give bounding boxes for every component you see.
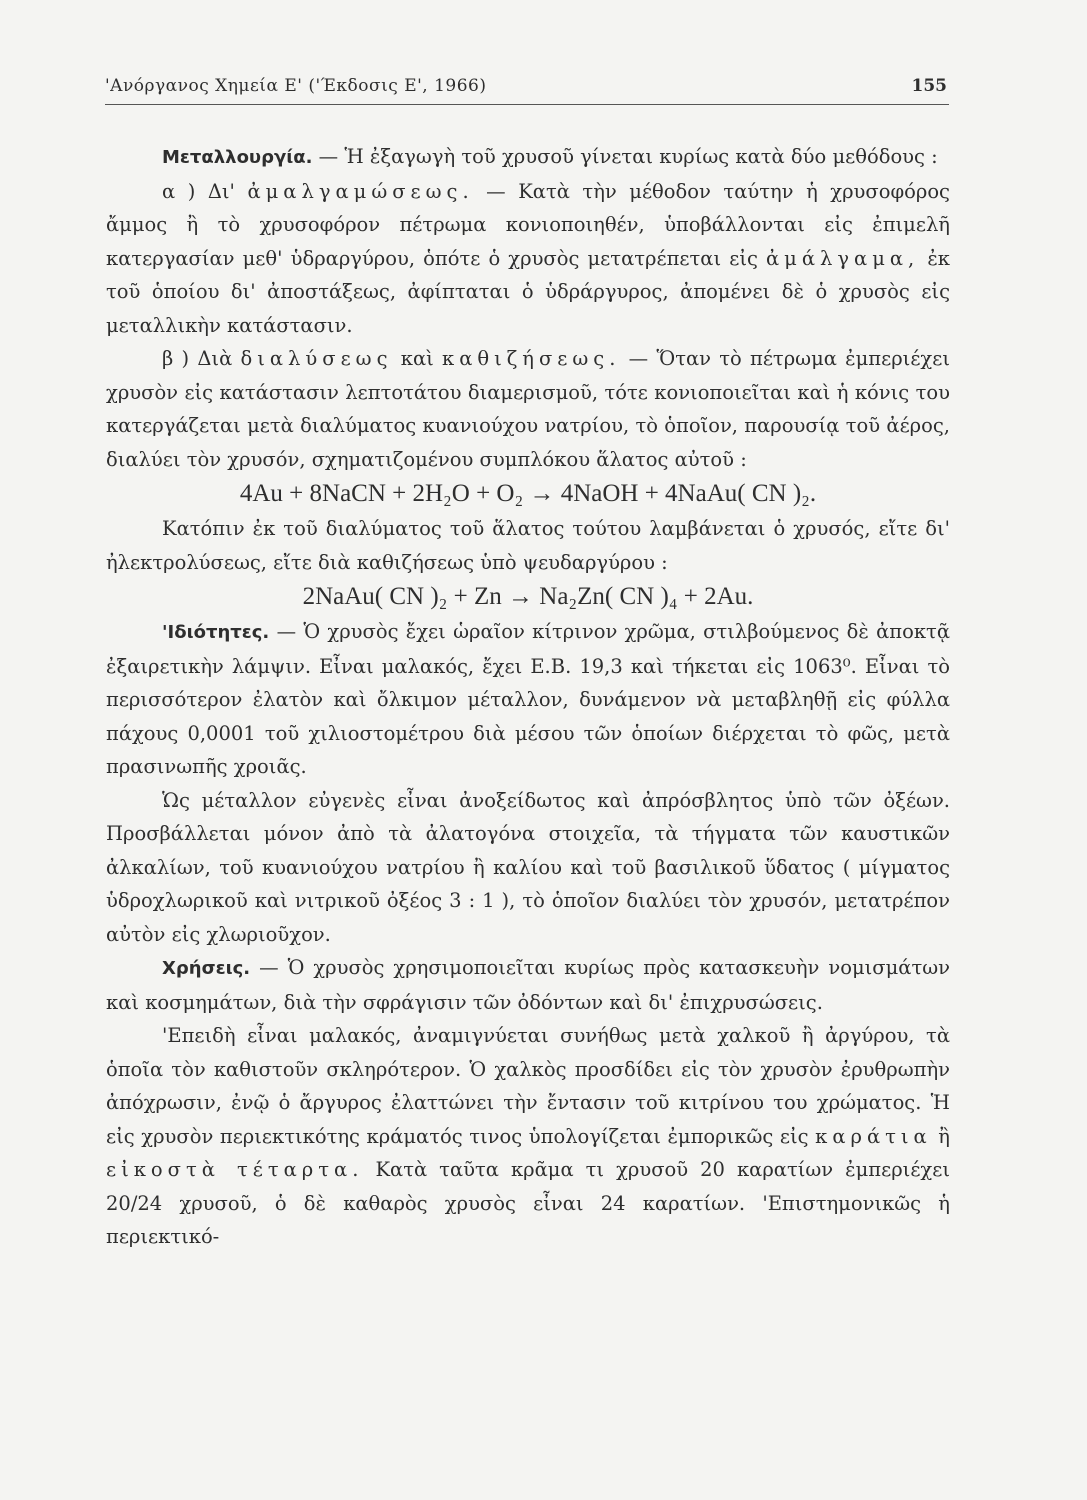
uses-term-24ths: εἰκοστὰ τέταρτα. (106, 1158, 364, 1181)
uses-text-2b: Κατὰ ταῦτα κρᾶμα τι χρυσοῦ 20 καρατίων ἐμπεριέχει 20/24 χρυσοῦ, ὁ δὲ καθαρὸς χρυσὸς εἶναι 24 καρατίων. 'Επιστημονικῶς ἡ περιεκτικό- (106, 1158, 950, 1248)
method-b-paragraph (106, 342, 950, 476)
page-number: 155 (911, 76, 947, 96)
equation-cyanide: 4Au + 8NaCN + 2H₂O + O₂ → 4NaOH + 4NaAu( CN )₂. (239, 480, 817, 507)
uses-text-2a: 'Επειδὴ εἶναι μαλακός, ἀναμιγνύεται συνήθως μετὰ χαλκοῦ ἢ ἀργύρου, τὰ ὁποῖα τὸν καθιστοῦν σκληρότερον. Ὁ χαλκὸς προσδίδει εἰς τὸν χρυσὸν ἐρυθρωπὴν ἀπόχρωσιν, ἐνῷ ὁ ἄργυρος ἐλαττώνει τὴν ἔντασιν τοῦ κιτρίνου του χρώματος. Ἡ εἰς χρυσὸν περιεκτικότης κράματός τινος ὑπολογίζεται ἐμπορικῶς εἰς (106, 1024, 950, 1148)
header-rule (105, 104, 949, 105)
method-b-label: β ) Διὰ (162, 347, 233, 370)
uses-heading: Χρήσεις. (162, 958, 251, 979)
uses-or: ἢ (931, 1124, 950, 1148)
uses-term-carats: καράτια (815, 1124, 932, 1148)
uses-paragraph (106, 951, 950, 1019)
method-a-text: — Κατὰ τὴν μέθοδον ταύτην ἡ χρυσοφόρος ἄμμος ἢ τὸ χρυσοφόρον πέτρωμα κονιοποιηθέν, ὑποβάλλονται εἰς ἐπιμελῆ κατεργασίαν μεθ' ὑδραργύρου, ὁπότε ὁ χρυσὸς μετατρέπεται εἰς (106, 179, 950, 270)
uses-paragraph-2 (106, 1019, 950, 1254)
method-a-paragraph (106, 175, 950, 343)
metallurgy-heading: Μεταλλουργία. (162, 147, 313, 168)
method-a-term2: ἀμάλγαμα, (766, 246, 920, 270)
properties-heading: 'Ιδιότητες. (162, 622, 270, 643)
properties-paragraph-2: Ὡς μέταλλον εὐγενὲς εἶναι ἀνοξείδωτος καὶ ἀπρόσβλητος ὑπὸ τῶν ὀξέων. Προσβάλλεται μόνον ἀπὸ τὰ ἀλατογόνα στοιχεῖα, τὰ τήγματα τῶν καυστικῶν ἀλκαλίων, τοῦ κυανιούχου νατρίου ἢ καλίου καὶ τοῦ βασιλικοῦ ὕδατος ( μίγματος ὑδροχλωρικοῦ καὶ νιτρικοῦ ὀξέος 3 : 1 ), τὸ ὁποῖον διαλύει τὸν χρυσόν, μετατρέπον αὐτὸν εἰς χλωριοῦχον. (106, 788, 950, 946)
book-title: 'Ανόργανος Χημεία Ε' ('Έκδοσις Ε', 1966) (105, 76, 487, 96)
properties-text: — Ὁ χρυσὸς ἔχει ὡραῖον κίτρινον χρῶμα, στιλβούμενος δὲ ἀποκτᾷ ἐξαιρετικὴν λάμψιν. Εἶναι μαλακός, ἔχει Ε.Β. 19,3 καὶ τήκεται εἰς 1063⁰. Εἶναι τὸ περισσότερον ἐλατὸν καὶ ὄλκιμον μέταλλον, δυνάμενον νὰ μεταβληθῇ εἰς φύλλα πάχους 0,0001 τοῦ χιλιοστομέτρου διὰ μέσου τῶν ὁποίων διέρχεται τὸ φῶς, μετὰ πρασινωπῆς χροιᾶς. (106, 620, 950, 778)
page-body (106, 140, 950, 1254)
after-equation-paragraph: Κατόπιν ἐκ τοῦ διαλύματος τοῦ ἅλατος τούτου λαμβάνεται ὁ χρυσός, εἴτε δι' ἠλεκτρολύσεως, εἴτε διὰ καθιζήσεως ὑπὸ ψευδαργύρου : (106, 517, 950, 574)
method-a-term: ἀμαλγαμώσεως. (247, 179, 474, 203)
method-a-label: α ) Δι' (162, 179, 235, 203)
method-b-and: καὶ (392, 347, 442, 370)
running-header (105, 72, 947, 104)
method-b-term2: καθιζήσεως. (442, 347, 621, 370)
uses-text: — Ὁ χρυσὸς χρησιμοποιεῖται κυρίως πρὸς κατασκευὴν νομισμάτων καὶ κοσμημάτων, διὰ τὴν σφράγισιν τῶν ὀδόντων καὶ δι' ἐπιχρυσώσεις. (106, 956, 950, 1014)
metallurgy-intro: — Ἡ ἐξαγωγὴ τοῦ χρυσοῦ γίνεται κυρίως κατὰ δύο μεθόδους : (312, 145, 938, 168)
method-b-term: διαλύσεως (240, 347, 393, 370)
equation-zinc: 2NaAu( CN )₂ + Zn → Na₂Zn( CN )₄ + 2Au. (302, 583, 754, 610)
properties-paragraph (106, 615, 950, 784)
metallurgy-paragraph (106, 140, 950, 175)
method-b-text: — Ὅταν τὸ πέτρωμα ἐμπεριέχει χρυσὸν εἰς κατάστασιν λεπτοτάτου διαμερισμοῦ, τότε κονιοποιεῖται καὶ ἡ κόνις του κατεργάζεται μετὰ διαλύματος κυανιούχου νατρίου, τὸ ὁποῖον, παρουσίᾳ τοῦ ἀέρος, διαλύει τὸν χρυσόν, σχηματιζομένου συμπλόκου ἅλατος αὐτοῦ : (106, 347, 950, 471)
method-a-text2: ἐκ τοῦ ὁποίου δι' ἀποστάξεως, ἀφίπταται ὁ ὑδράργυρος, ἀπομένει δὲ ὁ χρυσὸς εἰς μεταλλικὴν κατάστασιν. (106, 246, 950, 337)
